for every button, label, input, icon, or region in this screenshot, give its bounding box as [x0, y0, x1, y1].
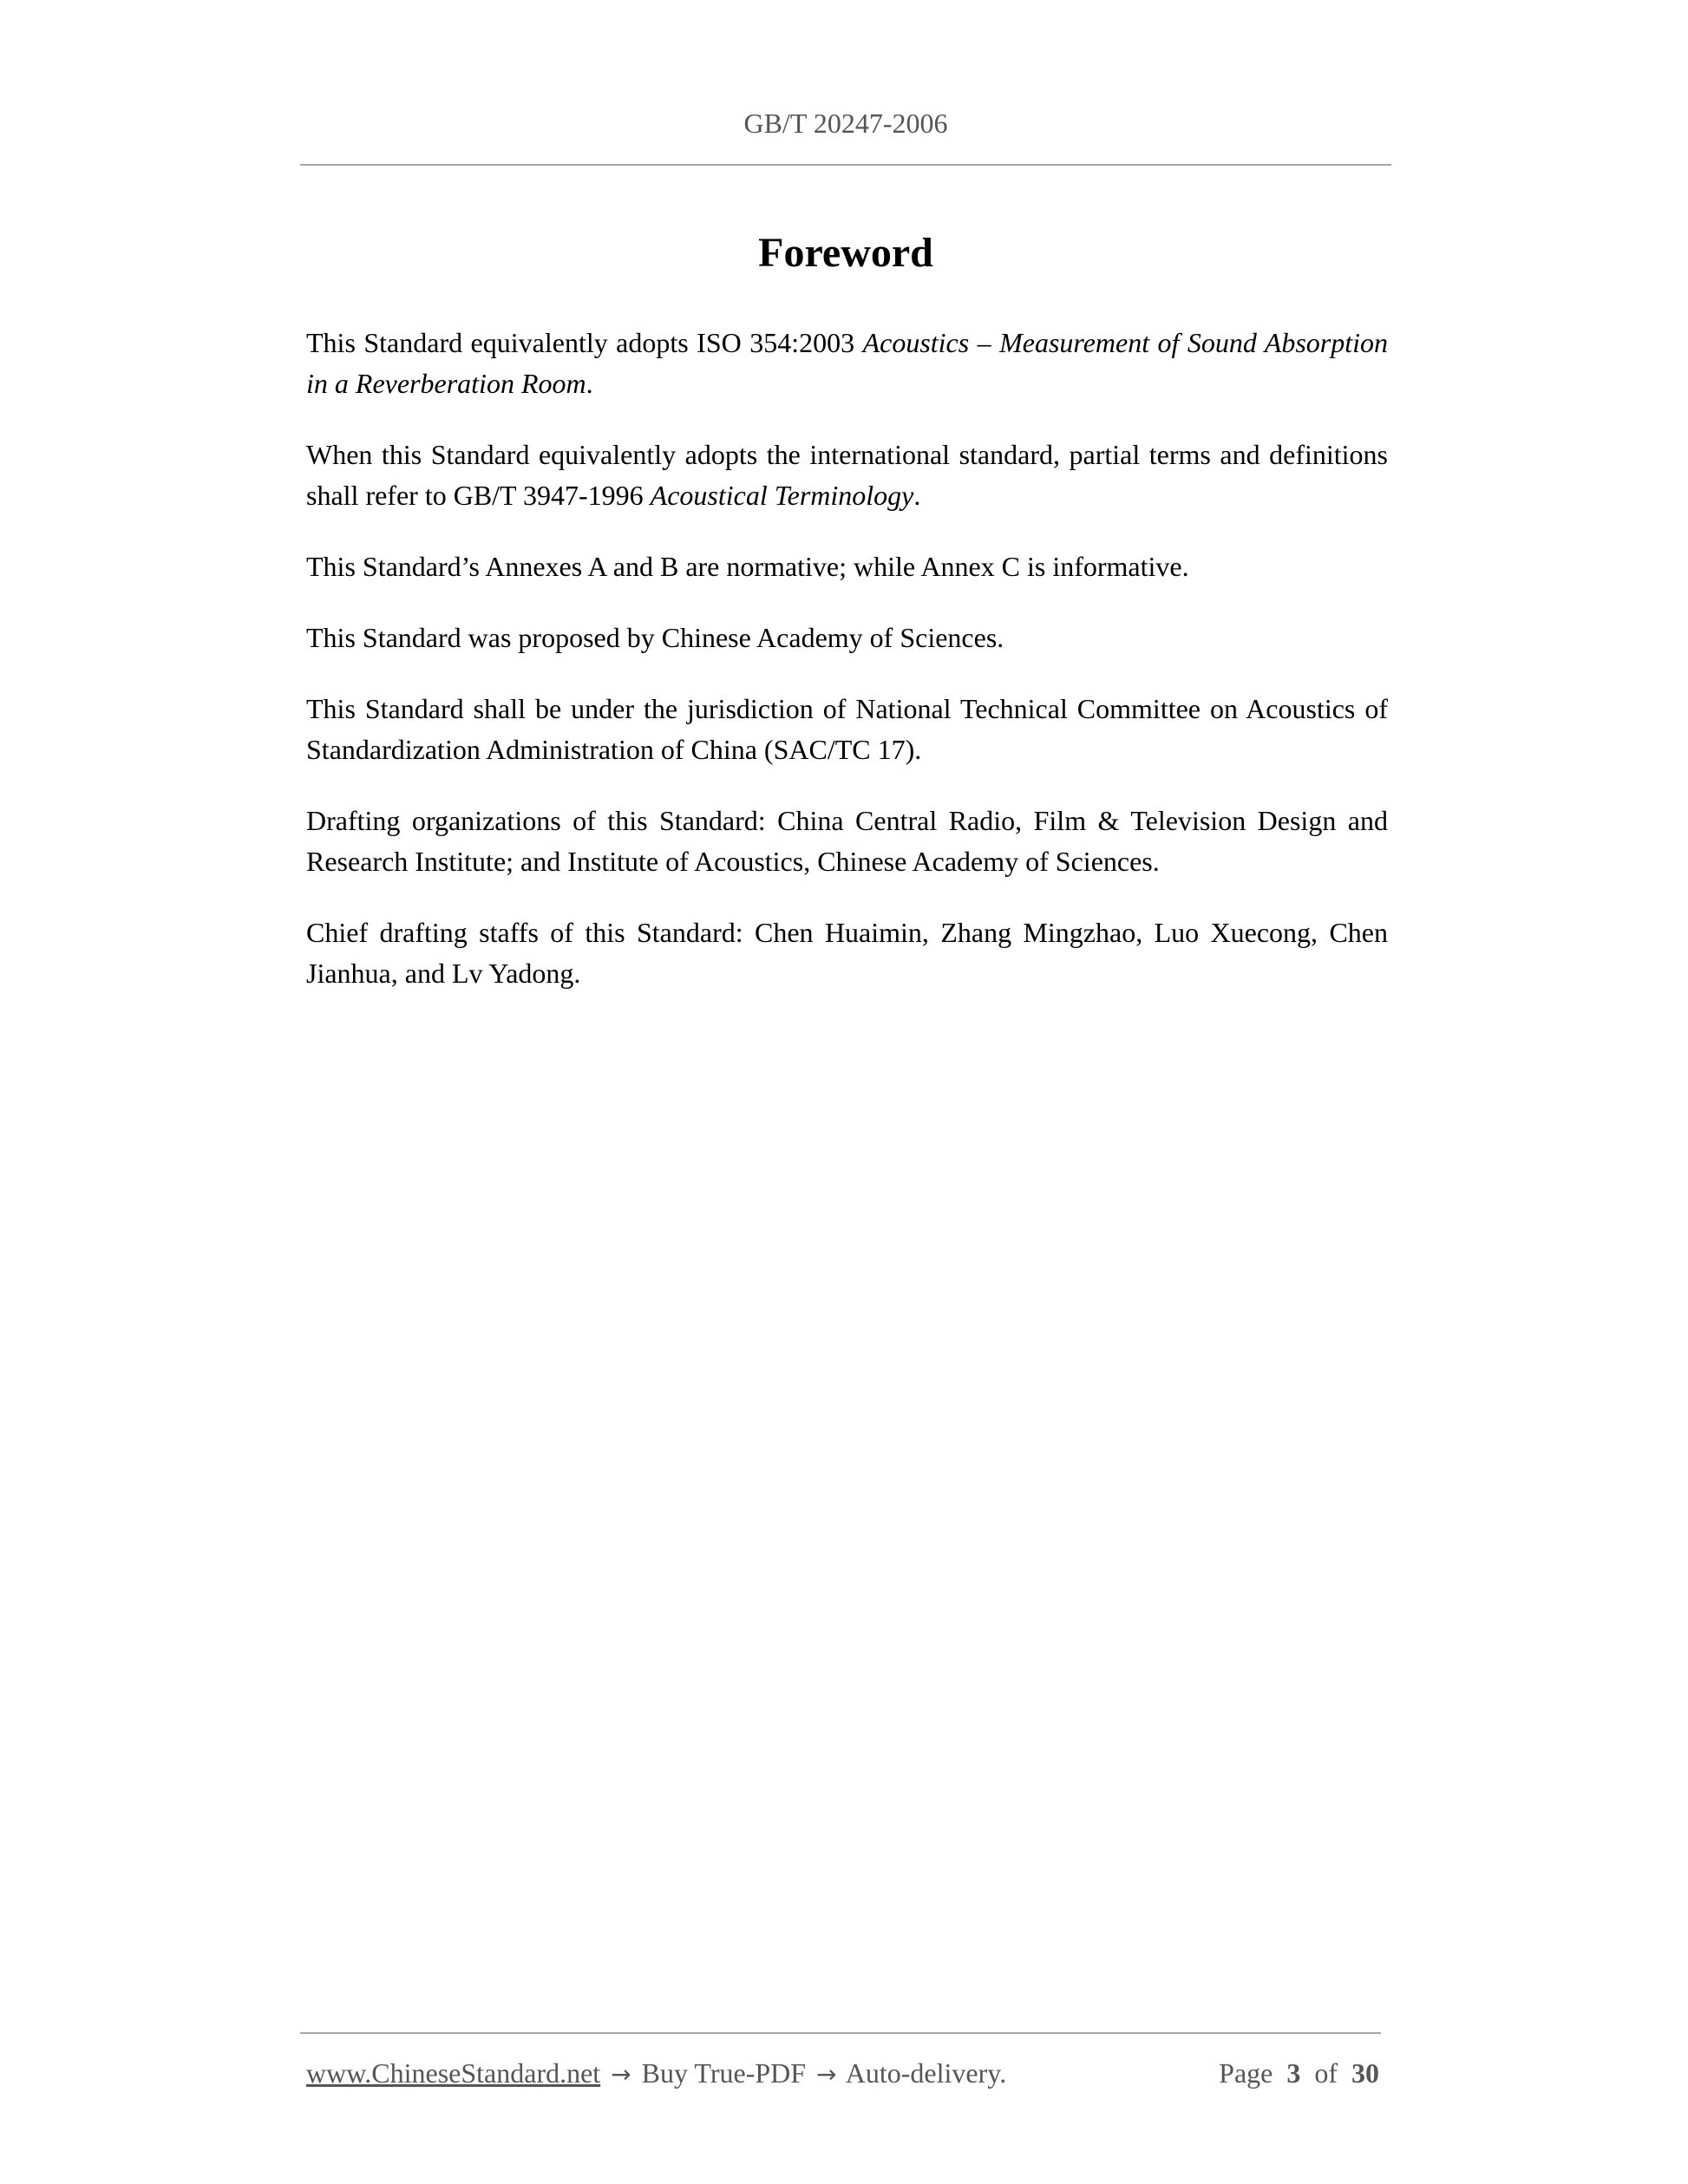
footer-promo: [306, 2056, 1006, 2092]
current-page-number: 3: [1286, 2057, 1301, 2089]
paragraph-adoption-title: Acoustics – Measurement of Sound Absorption in a Reverberation Room: [306, 327, 1389, 399]
footer-buy-text: Buy True-PDF: [641, 2057, 807, 2089]
paragraph-terminology: [306, 435, 1388, 516]
paragraph-terminology-end: .: [913, 480, 921, 511]
footer-divider: [300, 2032, 1381, 2034]
page-number: [1219, 2056, 1379, 2090]
foreword-body: [306, 323, 1388, 1024]
paragraph-drafting-organizations: Drafting organizations of this Standard: China Central Radio, Film & Television Design and Research Institute; and Institute of Acoustics, Chinese Academy of Sciences.: [306, 805, 1388, 877]
arrow-right-icon: →: [611, 2060, 631, 2089]
page-title: Foreword: [758, 230, 933, 276]
paragraph-jurisdiction: This Standard shall be under the jurisdiction of National Technical Committee on Acoustics of Standardization Administration of China (SAC/TC 17).: [306, 693, 1388, 765]
paragraph-proposed-by: This Standard was proposed by Chinese Academy of Sciences.: [306, 622, 1004, 653]
header-standard-code: GB/T 20247-2006: [743, 108, 948, 139]
paragraph-adoption: [306, 323, 1388, 404]
footer-delivery-text: Auto-delivery.: [845, 2057, 1007, 2089]
paragraph-annexes: This Standard’s Annexes A and B are normative; while Annex C is informative.: [306, 551, 1189, 582]
paragraph-terminology-text: When this Standard equivalently adopts the international standard, partial terms and definitions shall refer to GB/T 3947-1996: [306, 439, 1388, 511]
total-page-count: 30: [1351, 2057, 1379, 2089]
paragraph-adoption-text: This Standard equivalently adopts ISO 354:2003: [306, 327, 863, 358]
paragraph-adoption-end: .: [586, 368, 593, 399]
paragraph-drafting-staff: Chief drafting staffs of this Standard: Chen Huaimin, Zhang Mingzhao, Luo Xuecong, Chen Jianhua, and Lv Yadong.: [306, 917, 1388, 989]
paragraph-terminology-title: Acoustical Terminology: [650, 480, 914, 511]
of-word: of: [1314, 2057, 1338, 2089]
header-divider: [300, 164, 1391, 166]
website-link[interactable]: www.ChineseStandard.net: [306, 2057, 601, 2089]
page-word: Page: [1219, 2057, 1273, 2089]
arrow-right-icon: →: [816, 2060, 837, 2089]
